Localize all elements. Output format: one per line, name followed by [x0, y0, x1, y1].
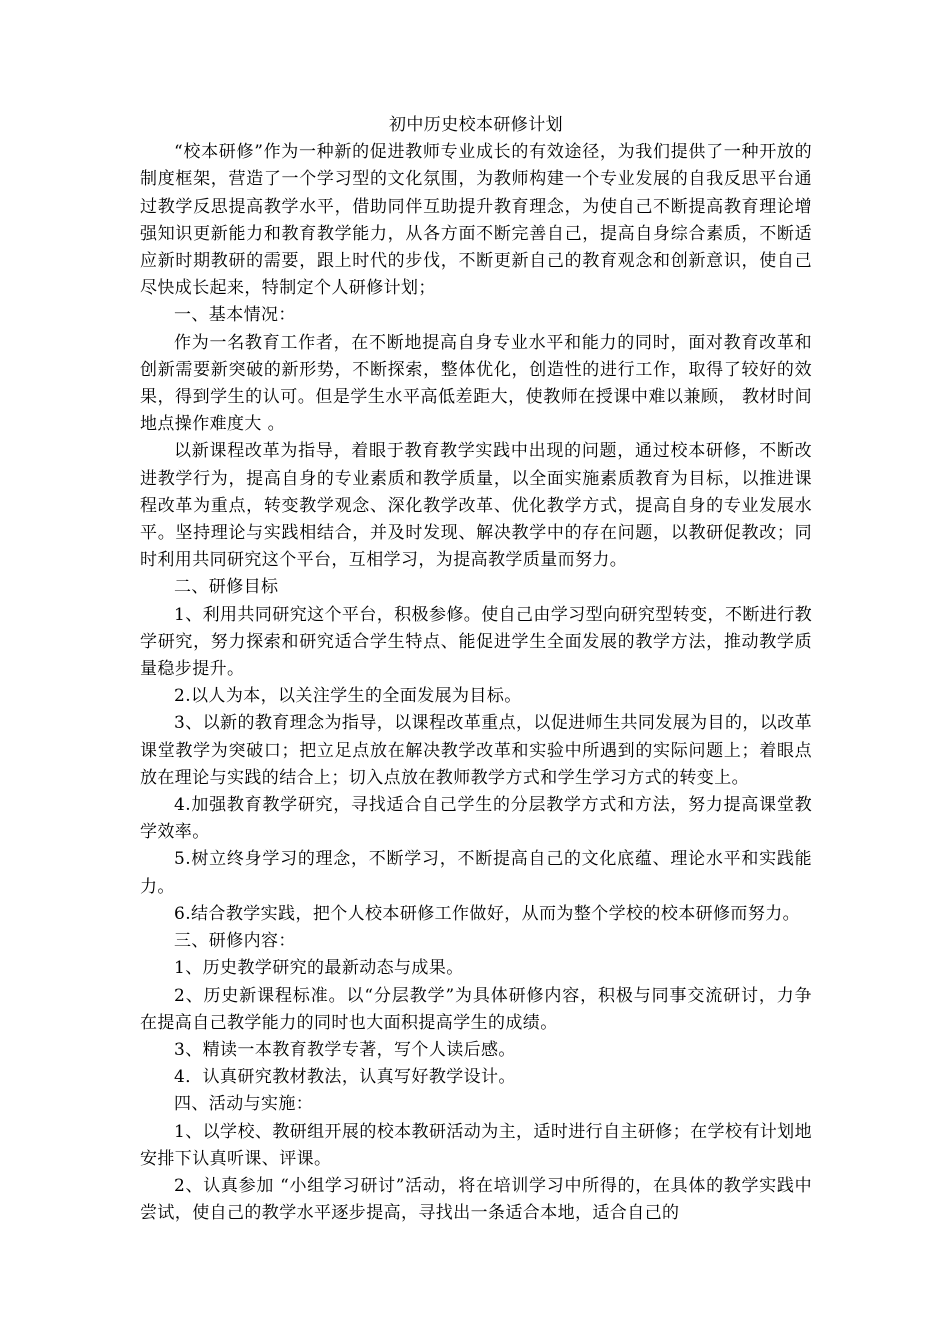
list-item: 6.结合教学实践，把个人校本研修工作做好，从而为整个学校的校本研修而努力。 — [174, 903, 801, 924]
list-item: 1、历史教学研究的最新动态与成果。 — [174, 958, 464, 979]
list-item: 3、以新的教育理念为指导，以课程改革重点，以促进师生共同发展为目的，以改革课堂教学为突破口；把立足点放在解决教学改革和实验中所遇到的实际问题上；着眼点放在理论与实践的结合上；切入点放在教师教学方式和学生学习方式的转变上。 — [140, 713, 812, 788]
document-title: 初中历史校本研修计划 — [389, 115, 563, 135]
list-item: 3、精读一本教育教学专著，写个人读后感。 — [174, 1039, 516, 1060]
section-heading-goals: 二、研修目标 — [174, 577, 279, 598]
list-item: 1、利用共同研究这个平台，积极参修。使自己由学习型向研究型转变，不断进行教学研究，努力探索和研究适合学生特点、能促进学生全面发展的教学方法，推动教学质量稳步提升。 — [140, 604, 812, 680]
list-item: 5.树立终身学习的理念，不断学习，不断提高自己的文化底蕴、理论水平和实践能力。 — [140, 849, 812, 897]
section-heading-content: 三、研修内容： — [174, 931, 296, 952]
list-item: 4．认真研究教材教法，认真写好教学设计。 — [174, 1067, 516, 1088]
paragraph: 作为一名教育工作者，在不断地提高自身专业水平和能力的同时，面对教育改革和创新需要新突破的新形势，不断探索，整体优化，创造性的进行工作，取得了较好的效果，得到学生的认可。但是学生水平高低差距大，使教师在授课中难以兼顾， 教材时间地点操作难度大 。 — [140, 332, 812, 435]
section-heading-basic-situation: 一、基本情况： — [174, 305, 296, 326]
list-item: 4.加强教育教学研究，寻找适合自己学生的分层教学方式和方法，努力提高课堂教学效率。 — [140, 795, 812, 843]
intro-paragraph: “校本研修”作为一种新的促进教师专业成长的有效途径，为我们提供了一种开放的制度框架，营造了一个学习型的文化氛围，为教师构建一个专业发展的自我反思平台通过教学反思提高教学水平，借助同伴互助提升教育理念，为使自己不断提高教育理论增强知识更新能力和教育教学能力，从各方面不断完善自己，提高自身综合素质，不断适应新时期教研的需要，跟上时代的步伐，不断更新自己的教育观念和创新意识，使自己尽快成长起来，特制定个人研修计划； — [140, 142, 812, 299]
list-item: 2.以人为本，以关注学生的全面发展为目标。 — [174, 686, 522, 707]
document-page — [140, 112, 812, 1227]
list-item: 2、历史新课程标准。以“分层教学”为具体研修内容，积极与同事交流研讨，力争在提高自己教学能力的同时也大面积提高学生的成绩。 — [140, 985, 812, 1033]
section-heading-activities: 四、活动与实施： — [174, 1094, 314, 1115]
paragraph: 以新课程改革为指导，着眼于教育教学实践中出现的问题，通过校本研修，不断改进教学行为，提高自身的专业素质和教学质量，以全面实施素质教育为目标，以推进课程改革为重点，转变教学观念、深化教学改革、优化教学方式，提高自身的专业发展水平。坚持理论与实践相结合，并及时发现、解决教学中的存在问题，以教研促教改；同时利用共同研究这个平台，互相学习，为提高教学质量而努力。 — [140, 441, 812, 571]
list-item: 1、以学校、教研组开展的校本教研活动为主，适时进行自主研修；在学校有计划地安排下认真听课、评课。 — [140, 1121, 812, 1169]
list-item: 2、认真参加 “小组学习研讨”活动，将在培训学习中所得的，在具体的教学实践中尝试，使自己的教学水平逐步提高，寻找出一条适合本地，适合自己的 — [140, 1175, 812, 1224]
